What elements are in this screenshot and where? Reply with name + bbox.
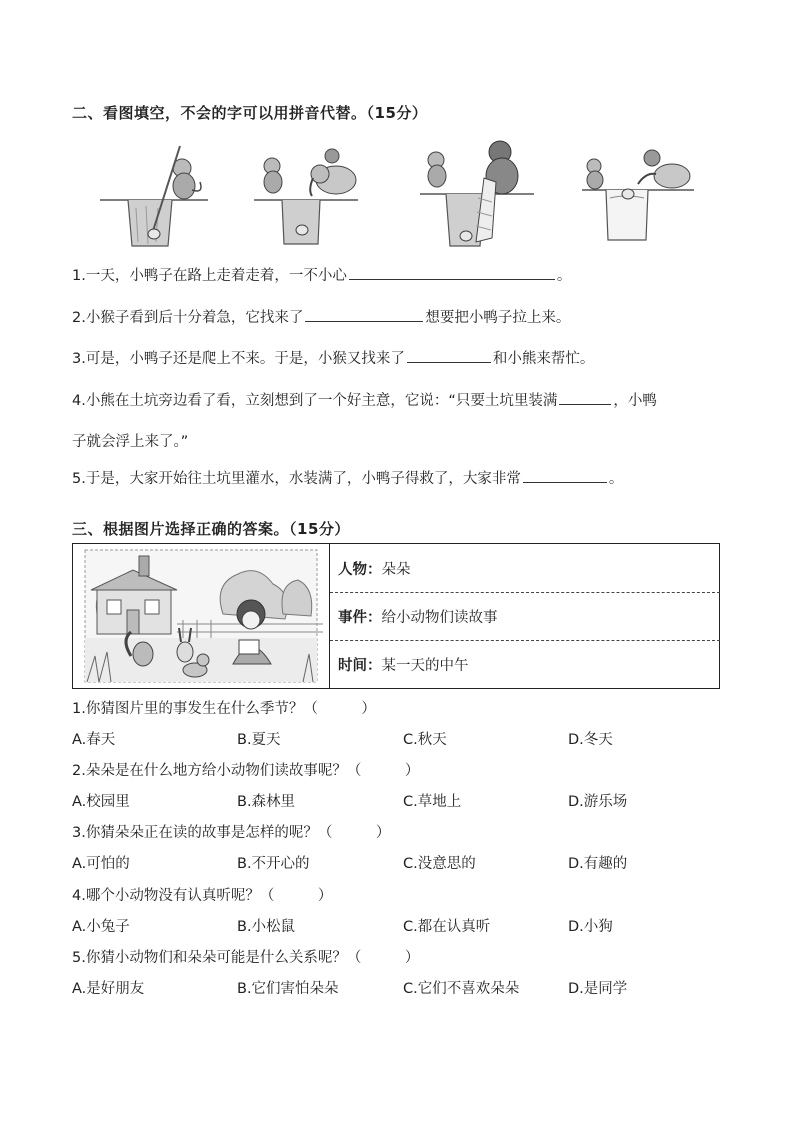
option-3a[interactable]: A.可怕的 (72, 856, 130, 872)
fill-item-1-end: 。 (556, 268, 572, 284)
fill-item-5-text: 5.于是，大家开始往土坑里灌水，水装满了，小鸭子得救了，大家非常 (72, 471, 521, 487)
fill-item-1-text: 1.一天，小鸭子在路上走着走着，一不小心 (72, 268, 347, 284)
option-1b[interactable]: B.夏天 (237, 732, 281, 748)
option-1d[interactable]: D.冬天 (568, 732, 613, 748)
question-3: 3.你猜朵朵正在读的故事是怎样的呢？（ ） (72, 825, 391, 841)
option-3d[interactable]: D.有趣的 (568, 856, 628, 872)
option-4d[interactable]: D.小狗 (568, 919, 613, 935)
fill-item-2 (72, 306, 570, 327)
fill-item-3 (72, 347, 594, 368)
section-2-title: 二、看图填空，不会的字可以用拼音代替。（15分） (72, 104, 428, 122)
option-3c[interactable]: C.没意思的 (403, 856, 476, 872)
fill-blank-3[interactable] (407, 348, 491, 363)
fill-item-4-text: 4.小熊在土坑旁边看了看，立刻想到了一个好主意，它说：“只要土坑里装满 (72, 393, 558, 409)
fill-item-2-text: 2.小猴子看到后十分着急，它找来了 (72, 310, 304, 326)
option-2b[interactable]: B.森林里 (237, 794, 296, 810)
option-3b[interactable]: B.不开心的 (237, 856, 310, 872)
option-1c[interactable]: C.秋天 (403, 732, 447, 748)
option-1a[interactable]: A.春天 (72, 732, 116, 748)
info-row-event-value: 给小动物们读故事 (381, 609, 498, 626)
info-row-time-key: 时间： (338, 657, 382, 674)
info-row-character (330, 544, 720, 592)
fill-item-5 (72, 467, 623, 488)
option-2a[interactable]: A.校园里 (72, 794, 130, 810)
fill-item-4-end: ，小鸭 (613, 393, 657, 409)
question-1: 1.你猜图片里的事发生在什么季节？（ ） (72, 701, 376, 717)
reading-scene-picture (73, 544, 330, 688)
option-4a[interactable]: A.小兔子 (72, 919, 130, 935)
story-info-table (72, 543, 720, 689)
info-row-time-value: 某一天的中午 (381, 657, 469, 674)
story-panel-1-image (96, 138, 216, 250)
option-5c[interactable]: C.它们不喜欢朵朵 (403, 981, 520, 997)
fill-item-5-end: 。 (608, 471, 624, 487)
info-row-character-key: 人物： (338, 561, 382, 578)
option-4c[interactable]: C.都在认真听 (403, 919, 491, 935)
fill-item-4 (72, 389, 657, 410)
fill-blank-4[interactable] (559, 390, 611, 405)
info-row-character-value: 朵朵 (381, 561, 411, 578)
option-5a[interactable]: A.是好朋友 (72, 981, 145, 997)
question-2: 2.朵朵是在什么地方给小动物们读故事呢？（ ） (72, 763, 420, 779)
fill-item-3-text: 3.可是，小鸭子还是爬上不来。于是，小猴又找来了 (72, 351, 405, 367)
question-4: 4.哪个小动物没有认真听呢？（ ） (72, 888, 333, 904)
info-row-event-key: 事件： (338, 609, 382, 626)
section-3-title: 三、根据图片选择正确的答案。（15分） (72, 520, 350, 538)
fill-blank-1[interactable] (349, 265, 555, 280)
story-panel-2-image (248, 138, 368, 250)
fill-item-1 (72, 264, 571, 285)
option-2d[interactable]: D.游乐场 (568, 794, 628, 810)
option-5d[interactable]: D.是同学 (568, 981, 628, 997)
fill-item-3-end: 和小熊来帮忙。 (492, 351, 595, 367)
question-5: 5.你猜小动物们和朵朵可能是什么关系呢？（ ） (72, 950, 420, 966)
option-5b[interactable]: B.它们害怕朵朵 (237, 981, 339, 997)
option-2c[interactable]: C.草地上 (403, 794, 462, 810)
info-row-time (330, 640, 720, 688)
fill-item-4-continued: 子就会浮上来了。” (72, 434, 189, 450)
story-panel-4-image (576, 138, 701, 250)
option-4b[interactable]: B.小松鼠 (237, 919, 296, 935)
fill-blank-2[interactable] (305, 307, 423, 322)
fill-blank-5[interactable] (523, 468, 607, 483)
info-row-event (330, 592, 720, 640)
reading-scene-image (73, 544, 329, 688)
story-panel-3-image (414, 138, 544, 250)
fill-item-2-end: 想要把小鸭子拉上来。 (425, 310, 571, 326)
story-illustrations (96, 138, 696, 250)
